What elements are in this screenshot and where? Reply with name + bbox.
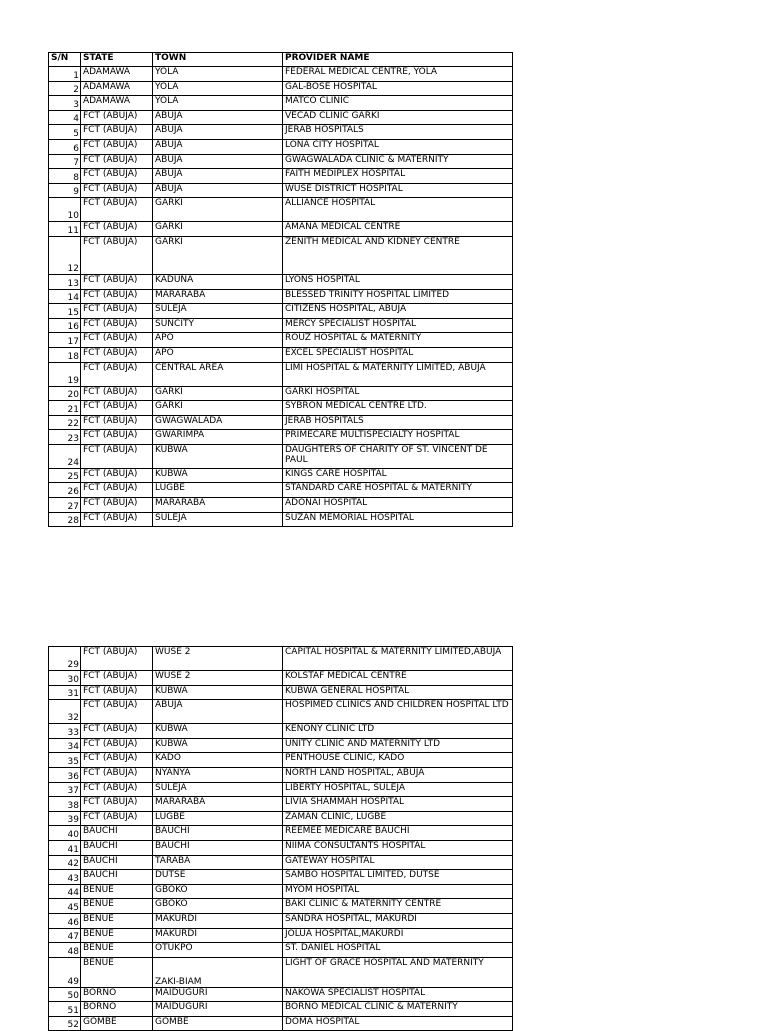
table-body: [49, 67, 513, 527]
table-row: [49, 870, 513, 885]
row-provider-name: MERCY SPECIALIST HOSPITAL: [283, 318, 513, 333]
header-sn: S/N: [49, 53, 81, 67]
row-provider-name: LIGHT OF GRACE HOSPITAL AND MATERNITY: [283, 957, 513, 987]
table-row: [49, 671, 513, 686]
row-town: LUGBE: [153, 811, 283, 826]
row-sn: 30: [49, 671, 81, 686]
row-provider-name: AMANA MEDICAL CENTRE: [283, 222, 513, 237]
table-row: [49, 125, 513, 140]
row-state: FCT (ABUJA): [81, 154, 153, 169]
row-state: FCT (ABUJA): [81, 386, 153, 401]
row-town: KUBWA: [153, 444, 283, 468]
row-state: FCT (ABUJA): [81, 724, 153, 739]
row-sn: 52: [49, 1016, 81, 1031]
row-state: FCT (ABUJA): [81, 347, 153, 362]
row-town: MAKURDI: [153, 913, 283, 928]
row-provider-name: REEMEE MEDICARE BAUCHI: [283, 826, 513, 841]
row-state: FCT (ABUJA): [81, 685, 153, 700]
row-state: FCT (ABUJA): [81, 512, 153, 527]
row-sn: 51: [49, 1002, 81, 1017]
table-row: [49, 782, 513, 797]
row-state: FCT (ABUJA): [81, 430, 153, 445]
table-row: [49, 289, 513, 304]
row-sn: 14: [49, 289, 81, 304]
row-sn: 35: [49, 753, 81, 768]
row-sn: 50: [49, 987, 81, 1002]
table-row: [49, 811, 513, 826]
row-town: OTUKPO: [153, 943, 283, 958]
row-state: FCT (ABUJA): [81, 782, 153, 797]
row-provider-name: FAITH MEDIPLEX HOSPITAL: [283, 169, 513, 184]
row-town: YOLA: [153, 96, 283, 111]
row-state: BAUCHI: [81, 870, 153, 885]
row-town: ABUJA: [153, 700, 283, 724]
table-row: [49, 987, 513, 1002]
row-town: DUTSE: [153, 870, 283, 885]
provider-table-part-2: [48, 646, 513, 1031]
row-town: SULEJA: [153, 782, 283, 797]
row-provider-name: ROUZ HOSPITAL & MATERNITY: [283, 333, 513, 348]
table-row: [49, 685, 513, 700]
table-row: [49, 198, 513, 222]
row-town: GARKI: [153, 401, 283, 416]
row-state: BAUCHI: [81, 855, 153, 870]
row-town: WUSE 2: [153, 647, 283, 671]
row-provider-name: NORTH LAND HOSPITAL, ABUJA: [283, 767, 513, 782]
table-row: [49, 347, 513, 362]
row-sn: 39: [49, 811, 81, 826]
row-state: BENUE: [81, 884, 153, 899]
row-state: BENUE: [81, 928, 153, 943]
row-town: GOMBE: [153, 1016, 283, 1031]
row-provider-name: LIVIA SHAMMAH HOSPITAL: [283, 797, 513, 812]
row-sn: 24: [49, 444, 81, 468]
row-sn: 41: [49, 840, 81, 855]
row-sn: 22: [49, 415, 81, 430]
row-provider-name: LIBERTY HOSPITAL, SULEJA: [283, 782, 513, 797]
row-town: MAIDUGURI: [153, 987, 283, 1002]
header-provider-name: PROVIDER NAME: [283, 53, 513, 67]
row-sn: 40: [49, 826, 81, 841]
row-town: MARARABA: [153, 498, 283, 513]
row-town: SULEJA: [153, 512, 283, 527]
row-state: FCT (ABUJA): [81, 139, 153, 154]
row-sn: 18: [49, 347, 81, 362]
row-town: KUBWA: [153, 685, 283, 700]
row-sn: 4: [49, 110, 81, 125]
row-town: YOLA: [153, 67, 283, 82]
row-sn: 44: [49, 884, 81, 899]
table-row: [49, 67, 513, 82]
row-state: FCT (ABUJA): [81, 304, 153, 319]
row-provider-name: CITIZENS HOSPITAL, ABUJA: [283, 304, 513, 319]
row-state: ADAMAWA: [81, 67, 153, 82]
row-sn: 20: [49, 386, 81, 401]
row-town: LUGBE: [153, 483, 283, 498]
row-state: FCT (ABUJA): [81, 289, 153, 304]
row-town: ABUJA: [153, 154, 283, 169]
row-sn: 47: [49, 928, 81, 943]
row-town: ABUJA: [153, 139, 283, 154]
table-row: [49, 362, 513, 386]
row-provider-name: DOMA HOSPITAL: [283, 1016, 513, 1031]
row-sn: 36: [49, 767, 81, 782]
table-body: [49, 647, 513, 1031]
provider-table-part-1: [48, 52, 513, 527]
row-state: FCT (ABUJA): [81, 498, 153, 513]
table-row: [49, 96, 513, 111]
row-provider-name: PENTHOUSE CLINIC, KADO: [283, 753, 513, 768]
header-town: TOWN: [153, 53, 283, 67]
row-state: FCT (ABUJA): [81, 483, 153, 498]
row-town: KUBWA: [153, 724, 283, 739]
table-row: [49, 512, 513, 527]
row-sn: 13: [49, 274, 81, 289]
row-sn: 23: [49, 430, 81, 445]
row-sn: 34: [49, 738, 81, 753]
row-state: FCT (ABUJA): [81, 468, 153, 483]
row-town: TARABA: [153, 855, 283, 870]
row-provider-name: SUZAN MEMORIAL HOSPITAL: [283, 512, 513, 527]
row-provider-name: KENONY CLINIC LTD: [283, 724, 513, 739]
row-sn: 26: [49, 483, 81, 498]
row-town: MAIDUGURI: [153, 1002, 283, 1017]
row-town: KADUNA: [153, 274, 283, 289]
table-row: [49, 855, 513, 870]
row-state: FCT (ABUJA): [81, 753, 153, 768]
table-row: [49, 884, 513, 899]
row-state: FCT (ABUJA): [81, 700, 153, 724]
row-state: ADAMAWA: [81, 96, 153, 111]
header-row: [49, 53, 513, 67]
row-state: FCT (ABUJA): [81, 222, 153, 237]
table-row: [49, 236, 513, 274]
row-sn: 2: [49, 81, 81, 96]
row-provider-name: HOSPIMED CLINICS AND CHILDREN HOSPITAL LTD: [283, 700, 513, 724]
row-provider-name: FEDERAL MEDICAL CENTRE, YOLA: [283, 67, 513, 82]
row-sn: 27: [49, 498, 81, 513]
table-row: [49, 483, 513, 498]
row-provider-name: KUBWA GENERAL HOSPITAL: [283, 685, 513, 700]
row-town: APO: [153, 347, 283, 362]
row-town: ABUJA: [153, 110, 283, 125]
row-provider-name: LONA CITY HOSPITAL: [283, 139, 513, 154]
row-sn: 3: [49, 96, 81, 111]
row-state: FCT (ABUJA): [81, 183, 153, 198]
row-provider-name: ZENITH MEDICAL AND KIDNEY CENTRE: [283, 236, 513, 274]
row-provider-name: MATCO CLINIC: [283, 96, 513, 111]
row-state: BENUE: [81, 913, 153, 928]
row-provider-name: PRIMECARE MULTISPECIALTY HOSPITAL: [283, 430, 513, 445]
row-state: BENUE: [81, 943, 153, 958]
row-town: GARKI: [153, 198, 283, 222]
row-provider-name: BLESSED TRINITY HOSPITAL LIMITED: [283, 289, 513, 304]
row-state: BAUCHI: [81, 826, 153, 841]
row-state: FCT (ABUJA): [81, 415, 153, 430]
table-row: [49, 81, 513, 96]
row-sn: 11: [49, 222, 81, 237]
row-state: FCT (ABUJA): [81, 671, 153, 686]
row-sn: 19: [49, 362, 81, 386]
row-town: ZAKI-BIAM: [153, 957, 283, 987]
row-sn: 21: [49, 401, 81, 416]
table-row: [49, 943, 513, 958]
row-provider-name: SYBRON MEDICAL CENTRE LTD.: [283, 401, 513, 416]
row-state: FCT (ABUJA): [81, 797, 153, 812]
row-sn: 1: [49, 67, 81, 82]
row-sn: 6: [49, 139, 81, 154]
row-sn: 42: [49, 855, 81, 870]
table-row: [49, 753, 513, 768]
row-town: GARKI: [153, 386, 283, 401]
table-row: [49, 647, 513, 671]
row-state: FCT (ABUJA): [81, 110, 153, 125]
row-state: FCT (ABUJA): [81, 236, 153, 274]
table-row: [49, 304, 513, 319]
table-row: [49, 700, 513, 724]
row-provider-name: DAUGHTERS OF CHARITY OF ST. VINCENT DE PAUL: [283, 444, 513, 468]
row-town: ABUJA: [153, 183, 283, 198]
header-state: STATE: [81, 53, 153, 67]
row-sn: 32: [49, 700, 81, 724]
row-town: GWARIMPA: [153, 430, 283, 445]
row-provider-name: SANDRA HOSPITAL, MAKURDI: [283, 913, 513, 928]
table-row: [49, 139, 513, 154]
row-sn: 43: [49, 870, 81, 885]
row-town: ABUJA: [153, 125, 283, 140]
row-sn: 49: [49, 957, 81, 987]
row-sn: 38: [49, 797, 81, 812]
row-provider-name: CAPITAL HOSPITAL & MATERNITY LIMITED,ABUJA: [283, 647, 513, 671]
row-town: GARKI: [153, 236, 283, 274]
row-town: BAUCHI: [153, 840, 283, 855]
table-row: [49, 169, 513, 184]
row-town: KADO: [153, 753, 283, 768]
row-provider-name: ST. DANIEL HOSPITAL: [283, 943, 513, 958]
row-state: FCT (ABUJA): [81, 198, 153, 222]
row-town: GWAGWALADA: [153, 415, 283, 430]
row-town: MAKURDI: [153, 928, 283, 943]
row-provider-name: GAL-BOSE HOSPITAL: [283, 81, 513, 96]
row-town: KUBWA: [153, 468, 283, 483]
row-state: FCT (ABUJA): [81, 318, 153, 333]
row-town: NYANYA: [153, 767, 283, 782]
row-town: SULEJA: [153, 304, 283, 319]
row-state: BENUE: [81, 899, 153, 914]
table-row: [49, 767, 513, 782]
row-sn: 45: [49, 899, 81, 914]
row-sn: 16: [49, 318, 81, 333]
row-sn: 48: [49, 943, 81, 958]
row-state: FCT (ABUJA): [81, 401, 153, 416]
row-state: GOMBE: [81, 1016, 153, 1031]
table-row: [49, 386, 513, 401]
table-row: [49, 468, 513, 483]
row-state: BAUCHI: [81, 840, 153, 855]
table-row: [49, 840, 513, 855]
row-state: FCT (ABUJA): [81, 362, 153, 386]
row-state: FCT (ABUJA): [81, 811, 153, 826]
row-town: CENTRAL AREA: [153, 362, 283, 386]
row-state: FCT (ABUJA): [81, 169, 153, 184]
row-sn: 15: [49, 304, 81, 319]
row-sn: 17: [49, 333, 81, 348]
row-provider-name: ALLIANCE HOSPITAL: [283, 198, 513, 222]
table-row: [49, 274, 513, 289]
row-sn: 5: [49, 125, 81, 140]
row-provider-name: LYONS HOSPITAL: [283, 274, 513, 289]
table-row: [49, 928, 513, 943]
table-row: [49, 724, 513, 739]
row-state: ADAMAWA: [81, 81, 153, 96]
row-sn: 12: [49, 236, 81, 274]
row-provider-name: KOLSTAF MEDICAL CENTRE: [283, 671, 513, 686]
row-town: BAUCHI: [153, 826, 283, 841]
row-state: FCT (ABUJA): [81, 767, 153, 782]
row-sn: 33: [49, 724, 81, 739]
row-state: BORNO: [81, 1002, 153, 1017]
row-town: WUSE 2: [153, 671, 283, 686]
row-provider-name: NAKOWA SPECIALIST HOSPITAL: [283, 987, 513, 1002]
row-town: SUNCITY: [153, 318, 283, 333]
table-row: [49, 183, 513, 198]
row-town: MARARABA: [153, 797, 283, 812]
row-state: FCT (ABUJA): [81, 647, 153, 671]
row-town: GARKI: [153, 222, 283, 237]
row-provider-name: MYOM HOSPITAL: [283, 884, 513, 899]
row-state: BORNO: [81, 987, 153, 1002]
table-row: [49, 401, 513, 416]
table-row: [49, 333, 513, 348]
row-provider-name: LIMI HOSPITAL & MATERNITY LIMITED, ABUJA: [283, 362, 513, 386]
table-row: [49, 1002, 513, 1017]
row-sn: 25: [49, 468, 81, 483]
row-sn: 37: [49, 782, 81, 797]
table-row: [49, 318, 513, 333]
row-town: APO: [153, 333, 283, 348]
row-town: YOLA: [153, 81, 283, 96]
row-provider-name: GATEWAY HOSPITAL: [283, 855, 513, 870]
table-row: [49, 415, 513, 430]
table-row: [49, 738, 513, 753]
row-sn: 7: [49, 154, 81, 169]
row-provider-name: STANDARD CARE HOSPITAL & MATERNITY: [283, 483, 513, 498]
row-provider-name: WUSE DISTRICT HOSPITAL: [283, 183, 513, 198]
row-provider-name: JOLUA HOSPITAL,MAKURDI: [283, 928, 513, 943]
table-row: [49, 797, 513, 812]
row-state: FCT (ABUJA): [81, 274, 153, 289]
row-town: MARARABA: [153, 289, 283, 304]
row-provider-name: SAMBO HOSPITAL LIMITED, DUTSE: [283, 870, 513, 885]
table-row: [49, 957, 513, 987]
row-provider-name: ADONAI HOSPITAL: [283, 498, 513, 513]
table-row: [49, 498, 513, 513]
row-provider-name: VECAD CLINIC GARKI: [283, 110, 513, 125]
table-row: [49, 110, 513, 125]
row-town: ABUJA: [153, 169, 283, 184]
row-sn: 10: [49, 198, 81, 222]
table-row: [49, 430, 513, 445]
row-sn: 46: [49, 913, 81, 928]
table-row: [49, 154, 513, 169]
row-provider-name: BORNO MEDICAL CLINIC & MATERNITY: [283, 1002, 513, 1017]
row-provider-name: GWAGWALADA CLINIC & MATERNITY: [283, 154, 513, 169]
row-provider-name: ZAMAN CLINIC, LUGBE: [283, 811, 513, 826]
table-row: [49, 826, 513, 841]
row-sn: 29: [49, 647, 81, 671]
row-provider-name: EXCEL SPECIALIST HOSPITAL: [283, 347, 513, 362]
table-row: [49, 444, 513, 468]
row-provider-name: UNITY CLINIC AND MATERNITY LTD: [283, 738, 513, 753]
row-state: FCT (ABUJA): [81, 333, 153, 348]
table-row: [49, 222, 513, 237]
row-provider-name: NIIMA CONSULTANTS HOSPITAL: [283, 840, 513, 855]
row-provider-name: GARKI HOSPITAL: [283, 386, 513, 401]
row-state: FCT (ABUJA): [81, 444, 153, 468]
row-provider-name: JERAB HOSPITALS: [283, 415, 513, 430]
row-provider-name: BAKI CLINIC & MATERNITY CENTRE: [283, 899, 513, 914]
row-provider-name: JERAB HOSPITALS: [283, 125, 513, 140]
row-town: KUBWA: [153, 738, 283, 753]
row-sn: 28: [49, 512, 81, 527]
row-town: GBOKO: [153, 899, 283, 914]
row-provider-name: KINGS CARE HOSPITAL: [283, 468, 513, 483]
row-state: FCT (ABUJA): [81, 125, 153, 140]
row-town: GBOKO: [153, 884, 283, 899]
table-row: [49, 899, 513, 914]
row-sn: 31: [49, 685, 81, 700]
table-row: [49, 913, 513, 928]
row-state: BENUE: [81, 957, 153, 987]
row-sn: 8: [49, 169, 81, 184]
row-state: FCT (ABUJA): [81, 738, 153, 753]
row-sn: 9: [49, 183, 81, 198]
